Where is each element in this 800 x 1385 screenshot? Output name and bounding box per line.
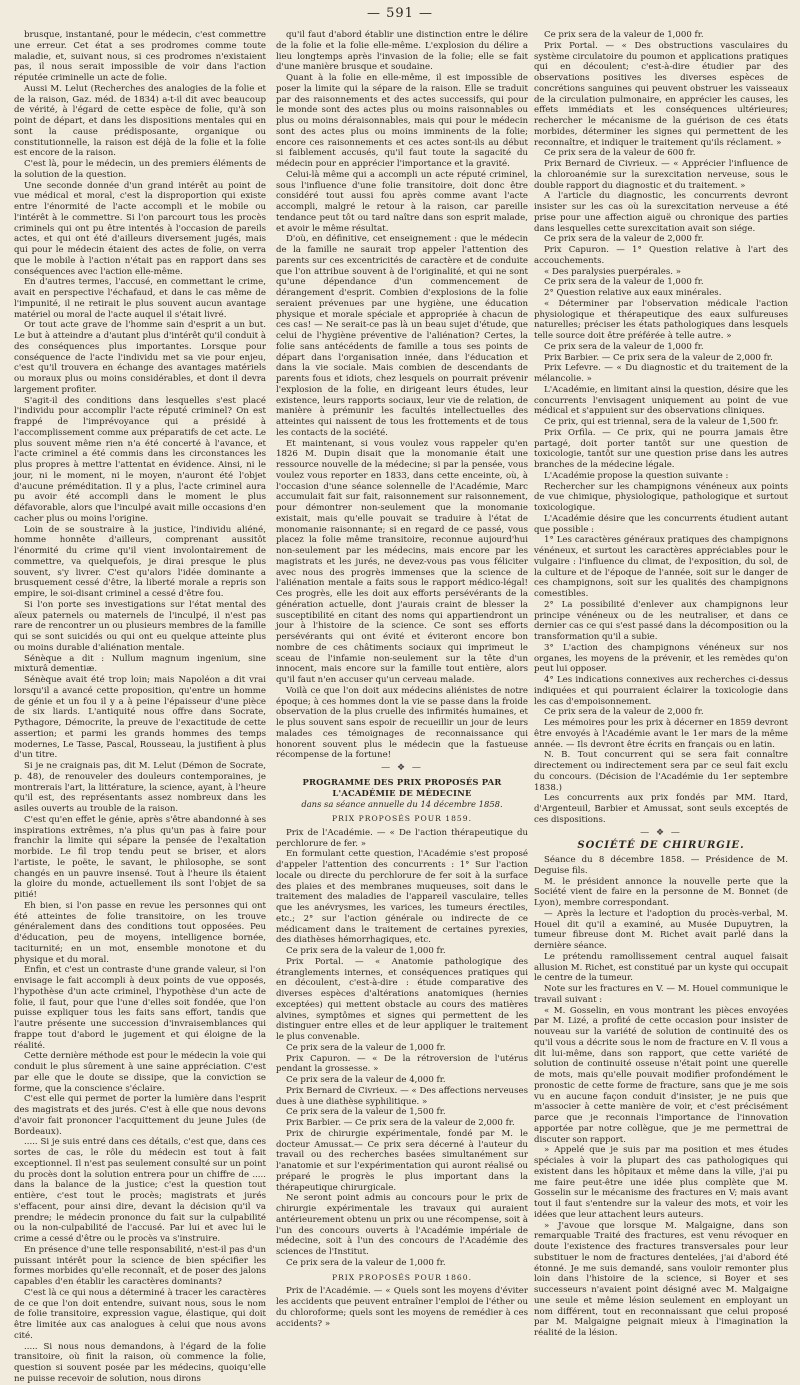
column-1 [14, 30, 266, 1384]
paragraph: ..... Si je suis entré dans ces détails, c'est que, dans ces sortes de cas, le rôle du médecin est tout à fait exceptionnel. Il n'est pas seulement consulté sur un point du procès dont la solution entrera pour un chiffre de ..... dans la balance de la justice; c'est la question tout entière, c'est tout le procès; magistrats et jurés s'effacent, pour ainsi dire, devant la décision qu'il va prendre; le médecin prononce du fait sur la culpabilité ou la non-culpabilité de l'accusé. Par lui et avec lui le crime a cessé d'être ou le procès va s'instruire. [14, 1137, 266, 1244]
column-2 [276, 30, 528, 1329]
paragraph: Prix de l'Académie. — « De l'action thérapeutique du perchlorure de fer. » [276, 827, 528, 849]
paragraph: L'Académie, en limitant ainsi la question, désire que les concurrents l'envisagent uniquement au point de vue médical et s'appuient sur des observations cliniques. [534, 384, 788, 417]
paragraph: 2° La possibilité d'enlever aux champignons leur principe vénéneux ou de les neutraliser, et dans ce dernier cas ce qui s'est passé dans la décomposition ou la transformation qu'il a subie. [534, 599, 788, 642]
paragraph: 4° Les indications connexives aux recherches ci-dessus indiquées et qui pourraient éclairer la toxicologie dans les cas d'empoisonnement. [534, 675, 788, 707]
paragraph: N. B. Tout concurrent qui se sera fait connaître directement ou indirectement sera par ce seul fait exclu du concours. (Décision de l'Académie du 1er septembre 1838.) [534, 750, 788, 793]
prix-1860-label: PRIX PROPOSÉS POUR 1860. [331, 1272, 472, 1282]
paragraph: C'est là, pour le médecin, un des premiers éléments de la solution de la question. [14, 159, 266, 180]
paragraph: C'est là ce qui nous a déterminé à tracer les caractères de ce que l'on doit entendre, suivant nous, sous le nom de folie transitoire, expression vague, élastique, qui doit être limitée aux cas analogues à celui que nous avons cité. [14, 1287, 266, 1341]
paragraph: Ce prix sera de la valeur de 2,000 fr. [544, 234, 704, 245]
paragraph: En présence d'une telle responsabilité, n'est-il pas d'un puissant intérêt pour la science de bien spécifier les formes morbides qu'elle reconnaît, et de poser des jalons capables d'en établir les caractères dominants? [14, 1244, 266, 1287]
paragraph: L'Académie propose la question suivante : [544, 470, 729, 481]
paragraph: A l'article du diagnostic, les concurrents devront insister sur les cas où la surexcitation nerveuse a été prise pour une affection aiguë ou chronique des parties dans lesquelles cette surexcitation avait son siége. [534, 191, 788, 234]
paragraph: — Après la lecture et l'adoption du procès-verbal, M. Houel dit qu'il a examiné, au Musée Dupuytren, la tumeur fibreuse dont M. Richet avait parlé dans la dernière séance. [534, 908, 788, 951]
paragraph: Séance du 8 décembre 1858. — Présidence de M. Deguise fils. [534, 855, 788, 876]
paragraph: Ce prix sera de la valeur de 1,000 fr. [286, 1042, 446, 1053]
paragraph: M. le président annonce la nouvelle perte que la Société vient de faire en la personne de M. Bonnet (de Lyon), membre correspondant. [534, 876, 788, 908]
paragraph: Ce prix sera de la valeur de 1,000 fr. [286, 946, 446, 956]
paragraph: « Déterminer par l'observation médicale l'action physiologique et thérapeutique des eaux sulfureuses naturelles; préciser les états pathologiques dans lesquels telle source doit être préférée à telle autre. » [534, 298, 788, 341]
paragraph: Prix Lefevre. — « Du diagnostic et du traitement de la mélancolie. » [534, 363, 788, 384]
paragraph: Prix Capuron. — « De la rétroversion de l'utérus pendant la grossesse. » [276, 1053, 528, 1075]
paragraph: Loin de se soustraire à la justice, l'individu aliéné, homme honnête d'ailleurs, comprenant aussitôt l'énormité du crime qu'il vient involontairement de commettre, va quelquefois, je dirai presque le plus souvent, s'y livrer. C'est qu'alors l'idée dominante a brusquement cessé d'être, la liberté morale a repris son empire, le soi-disant criminel a cessé d'être fou. [14, 524, 266, 599]
paragraph: » J'avoue que lorsque M. Malgaigne, dans son remarquable Traité des fractures, est venu révoquer en doute l'existence des fractures transversales pour leur substituer le nom de fractures dentelées, j'ai d'abord été étonné. Je me suis demandé, sans vouloir remonter plus loin dans l'histoire de la science, si Boyer et ses successeurs n'avaient point désigné avec M. Malgaigne une seule et même lésion seulement en employant un nom différent, tout en reconnaissant que celui proposé par M. Malgaigne peignait mieux à l'imagination la réalité de la lésion. [534, 1220, 788, 1338]
paragraph: En d'autres termes, l'accusé, en commettant le crime, avait en perspective l'échafaud, et dans le cas même de l'impunité, il ne retirait le plus souvent aucun avantage matériel ou moral de l'acte auquel il s'était livré. [14, 277, 266, 320]
paragraph: Ce prix sera de la valeur de 4,000 fr. [286, 1075, 446, 1085]
paragraph: Ce prix sera de la valeur de 1,500 fr. [286, 1107, 446, 1118]
paragraph: Note sur les fractures en V. — M. Houel communique le travail suivant : [534, 984, 788, 1005]
paragraph: Sénèque a dit : Nullum magnum ingenium, sine mixturâ dementiæ. [14, 653, 266, 675]
section-ornament: — ❖ — [640, 827, 682, 838]
paragraph: Prix Portal. — « Des obstructions vasculaires du système circulatoire du poumon et applications pratiques qui en découlent; c'est-à-dire étudier par des observations positives les diverses espèces de concrétions sanguines qui peuvent obstruer les vaisseaux de la circulation pulmonaire, en apprécier les causes, les effets immédiats et les conséquences ultérieures; rechercher le mécanisme de la guérison de ces états morbides, déterminer les signes qui permettent de les reconnaître, et indiquer le traitement qu'ils réclament. » [534, 40, 788, 148]
paragraph: Ce prix sera de la valeur de 1,000 fr. [544, 341, 704, 352]
paragraph: Quant à la folie en elle-même, il est impossible de poser la limite qui la sépare de la raison. Elle se traduit par des raisonnements et des actes successifs, qui pour le monde sont des actes plus ou moins raisonnables ou plus ou moins déraisonnables, mais qui pour le médecin sont des actes plus ou moins imminents de la folie; encore ces raisonnements et ces actes sont-ils au début si faiblement accusés, qu'il faut toute la sagacité du médecin pour en apprécier l'importance et la gravité. [276, 73, 528, 169]
paragraph: Celui-là même qui a accompli un acte réputé criminel, sous l'influence d'une folie transitoire, doit donc être considéré tout aussi fou après comme avant l'acte accompli, malgré le retour à la raison, car pareille tendance peut tôt ou tard naître dans son esprit malade, et avoir le même résultat. [276, 169, 528, 234]
prix-1859-label: PRIX PROPOSÉS POUR 1859. [331, 814, 472, 823]
paragraph: « M. Gosselin, en vous montrant les pièces envoyées par M. Lizé, a profité de cette occasion pour insister de nouveau sur la variété de solution de continuité des os qu'il vous a décrite sous le nom de fracture en V. Il vous a dit lui-même, dans son rapport, que cette variété de solution de continuité osseuse n'était point une querelle de mots, mais qu'elle pouvait modifier profondément le pronostic de cette forme de fracture, sans que je me sois vu en aucune façon conduit d'insister, je ne puis que m'associer à cette manière de voir, et c'est précisément parce que je reconnais l'importance de l'innovation apportée par notre collègue, que je me permettrai de discuter son rapport. [534, 1005, 788, 1145]
paragraph: Voilà ce que l'on doit aux médecins aliénistes de notre époque; à ces hommes dont la vie se passe dans la froide observation de la plus cruelle des infirmités humaines, et le plus souvent sans espoir de recueillir un jour de leurs malades ces témoignages de reconnaissance qui honorent souvent plus le médecin que la fastueuse récompense de la fortune! [276, 685, 528, 761]
paragraph: « Des paralysies puerpérales. » [544, 266, 681, 277]
paragraph: Ce prix sera de la valeur de 1,000 fr. [286, 1257, 446, 1268]
paragraph: Ce prix sera de la valeur de 1,000 fr. [544, 277, 704, 288]
column-3 [534, 30, 788, 1338]
paragraph: Prix Bernard de Civrieux. — « Apprécier l'influence de la chloroanémie sur la surexcitation nerveuse, sous le double rapport du diagnostic et du traitement. » [534, 159, 788, 191]
paragraph: Et maintenant, si vous voulez vous rappeler qu'en 1826 M. Dupin disait que la monomanie était une ressource nouvelle de la médecine; si par la pensée, vous voulez vous reporter en 1833, dans cette enceinte, où, à l'occasion d'une séance solennelle de l'Académie, Marc accumulait fait sur fait, raisonnement sur raisonnement, pour démontrer non-seulement que la monomanie existait, mais qu'elle pouvait se traduire à l'état de monomanie raisonnante; si en regard de ce passé, vous placez la folie même transitoire, reconnue aujourd'hui non-seulement par les médecins, mais encore par les magistrats et les jurés, ne devez-vous pas vous féliciter avec nous des progrès immenses que la science de l'aliénation mentale a faits sous le rapport médico-légal! Ces progrès, elle les doit aux efforts persévérants de la génération actuelle, dont j'aurais craint de blesser la susceptibilité en citant des noms qui appartiendront un jour à l'histoire de la science. Ce sont ses efforts persévérants qui ont évité et éviteront encore bon nombre de ces châtiments sociaux qui imprimeut le sceau de l'infamie non-seulement sur la tête d'un innocent, mais encore sur la famille tout entière, alors qu'il faut n'en accuser qu'un cerveau malade. [276, 438, 528, 685]
paragraph: Sénèque avait été trop loin; mais Napoléon a dit vrai lorsqu'il a avancé cette proposition, qu'entre un homme de génie et un fou il y a à peine l'épaisseur d'une pièce de six liards. L'antiquité nous offre dans Socrate, Pythagore, Démocrite, la preuve de l'exactitude de cette assertion; et parmi les grands hommes des temps modernes, Le Tasse, Pascal, Rousseau, la justifient à plus d'un titre. [14, 675, 266, 761]
paragraph: » Appelé que je suis par ma position et mes études spéciales à voir la plupart des cas pathologiques qui existent dans les hôpitaux et même dans la ville, j'ai pu me faire peut-être une idée plus complète que M. Gosselin sur le mécanisme des fractures en V; mais avant tout il faut s'entendre sur la valeur des mots, et voir les idées que leur attachent leurs auteurs. [534, 1145, 788, 1220]
paragraph: Cette dernière méthode est pour le médecin la voie qui conduit le plus sûrement à une saine appréciation. C'est par elle que le doute se dissipe, que la conviction se forme, que la conscience s'éclaire. [14, 1051, 266, 1094]
paragraph: Prix de chirurgie expérimentale, fondé par M. le docteur Amussat.— Ce prix sera décerné à l'auteur du travail ou des recherches basées simultanément sur l'anatomie et sur l'expérimentation qui auront réalisé ou préparé le progrès le plus important dans la thérapeutique chirurgicale. [276, 1128, 528, 1193]
paragraph: Eh bien, si l'on passe en revue les personnes qui ont été atteintes de folie transitoire, on les trouve généralement dans des conditions tout opposées. Peu d'éducation, peu de moyens, intelligence bornée, taciturnité; en un mot, ensemble monotone et du physique et du moral. [14, 900, 266, 965]
paragraph: Prix Portal. — « Anatomie pathologique des étranglements internes, et conséquences pratiques qui en découlent, c'est-à-dire : étude comparative des diverses espèces d'altérations anatomiques (hernies exceptées) qui mettent obstacle au cours des matières alvines, symptômes et signes qui permettent de les distinguer entre elles et de leur appliquer le traitement le plus convenable. [276, 956, 528, 1042]
paragraph: Prix Barbier. — Ce prix sera de la valeur de 2,000 fr. [544, 352, 773, 363]
paragraph: Ce prix sera de la valeur de 600 fr. [544, 148, 696, 159]
paragraph: Prix Capuron. — 1° Question relative à l'art des accouchements. [534, 245, 788, 266]
page-number: — 591 — [366, 6, 434, 21]
paragraph: Prix de l'Académie. — « Quels sont les moyens d'éviter les accidents que peuvent entraîner l'emploi de l'éther ou du chloroforme; quels sont les moyens de remédier à ces accidents? » [276, 1286, 528, 1329]
paragraph: brusque, instantané, pour le médecin, c'est commettre une erreur. Cet état a ses prodromes comme toute maladie, et, suivant nous, si ces prodromes n'existaient pas, il nous serait impossible de voir dans l'action réputée criminelle un acte de folie. [14, 30, 266, 83]
paragraph: Rechercher sur les champignons vénéneux aux points de vue chimique, physiologique, pathologique et surtout toxicologique. [534, 481, 788, 513]
paragraph: Ce prix, qui est triennal, sera de la valeur de 1,500 fr. [544, 417, 779, 427]
paragraph: Prix Bernard de Civrieux. — « Des affections nerveuses dues à une diathèse syphilitique. » [276, 1085, 528, 1107]
paragraph: Aussi M. Lelut (Recherches des analogies de la folie et de la raison, Gaz. méd. de 1834) a-t-il dit avec beaucoup de vérité, à l'égard de cette espèce de folie, qu'à son point de départ, et dans les dispositions mentales qui en sont la cause prédisposante, organique ou constitutionnelle, la raison est déjà de la folie et la folie est encore de la raison. [14, 83, 266, 159]
paragraph: Le prétendu ramollissement central auquel faisait allusion M. Richet, est constitué par un kyste qui occupait le centre de la tumeur. [534, 951, 788, 984]
paragraph: Les mémoires pour les prix à décerner en 1859 devront être envoyés à l'Académie avant le 1er mars de la même année. — Ils devront être écrits en français ou en latin. [534, 718, 788, 750]
paragraph: Si l'on porte ses investigations sur l'état mental des aïeux paternels ou maternels de l'inculpé, il n'est pas rare de rencontrer un ou plusieurs membres de la famille qui se sont suicidés ou qui ont eu quelque atteinte plus ou moins durable d'aliénation mentale. [14, 599, 266, 653]
paragraph: Les concurrents aux prix fondés par MM. Itard, d'Argenteuil, Barbier et Amussat, sont seuls exceptés de ces dispositions. [534, 793, 788, 825]
paragraph: Ne seront point admis au concours pour le prix de chirurgie expérimentale les travaux qui auraient antérieurement obtenu un prix ou une récompense, soit à l'un des concours ouverts à l'Académie impériale de médecine, soit à l'un des concours de l'Académie des sciences de l'Institut. [276, 1193, 528, 1257]
paragraph: qu'il faut d'abord établir une distinction entre le délire de la folie et la folie elle-même. L'explosion du délire a lieu longtemps après l'invasion de la folie; elle se fait d'une manière brusque et soudaine. [276, 30, 528, 73]
paragraph: Prix Barbier. — Ce prix sera de la valeur de 2,000 fr. [286, 1118, 515, 1128]
paragraph: Enfin, et c'est un contraste d'une grande valeur, si l'on envisage le fait accompli à deux points de vue opposés, l'hypothèse d'un acte criminel, l'hypothèse d'un acte de folie, il faut, pour que l'une d'elles soit fondée, que l'on puisse expliquer tous les faits sans effort, tandis que l'autre présente une succession d'invraisemblances qui frappe tout d'abord le jugement et qui éloigne de la réalité. [14, 965, 266, 1051]
paragraph: Ce prix sera de la valeur de 2,000 fr. [544, 707, 704, 718]
paragraph: ..... Si nous nous demandons, à l'égard de la folie transitoire, où finit la raison, où commence la folie, question si souvent posée par les médecins, quoiqu'elle ne puisse recevoir de solution, nous dirons [14, 1341, 266, 1384]
paragraph: D'où, en définitive, cet enseignement : que le médecin de la famille ne saurait trop appeler l'attention des parents sur ces excentricités de caractère et de conduite que l'on attribue souvent à de l'originalité, et qui ne sont qu'une dépendance d'un commencement de dérangement d'esprit. Combien d'explosions de la folie seraient prévenues par une hygiène, une éducation physique et morale spéciale et appropriée à chacun de ces cas! — Ne serait-ce pas là un beau sujet d'étude, que celui de l'hygiène préventive de l'aliénation? Certes, la folie sans antécédents de famille a tous ses points de départ dans l'organisation innée, dans l'éducation et dans la vie sociale. Mais combien de descendants de parents fous et idiots, chez lesquels on pourrait prévenir l'explosion de la folie, en dirigeant leurs études, leur existence, leurs rapports sociaux, leur vie de relation, de manière à prémunir les facultés intellectuelles des atteintes qui naissent de tous les frottements et de tous les contacts de la société. [276, 234, 528, 438]
paragraph: C'est elle qui permet de porter la lumière dans l'esprit des magistrats et des jurés. C'est à elle que nous devons d'avoir fait prononcer l'acquittement du jeune Jules (de Bordeaux). [14, 1094, 266, 1137]
paragraph: S'agit-il des conditions dans lesquelles s'est placé l'individu pour accomplir l'acte réputé criminel? On est frappé de l'imprévoyance qui a présidé à l'accomplissement comme aux préparatifs de cet acte. Le plus souvent même rien n'a été concerté à l'avance, et l'acte criminel a été commis dans les circonstances les plus propres à mettre l'attentat en évidence. Ainsi, ni le jour, ni le moment, ni le moyen, n'auront été l'objet d'aucune préméditation. Il y a plus, l'acte criminel aura pu avoir été accompli dans le moment le plus défavorable, alors que l'inculpé avait mille occasions d'en cacher plus ou moins l'origine. [14, 395, 266, 524]
prix-heading: PROGRAMME DES PRIX PROPOSÉS PAR L'ACADÉMIE DE MÉDECINE [302, 776, 502, 798]
paragraph: Or tout acte grave de l'homme sain d'esprit a un but. Le but à atteindre a d'autant plus d'intérêt qu'il conduit à des conséquences plus importantes. Lorsque pour conséquence de l'acte l'individu met sa vie pour enjeu, c'est qu'il trouvera en échange des avantages matériels ou moraux plus ou moins considérables, et dont il devra largement profiter. [14, 320, 266, 395]
societe-heading: SOCIÉTÉ DE CHIRURGIE. [577, 840, 745, 852]
paragraph: L'Académie désire que les concurrents étudient autant que possible : [534, 513, 788, 535]
section-ornament: — ❖ — [381, 763, 423, 773]
paragraph: Prix Orfila. — Ce prix, qui ne pourra jamais être partagé, doit porter tantôt sur une question de toxicologie, tantôt sur une question prise dans les autres branches de la médecine légale. [534, 427, 788, 470]
prix-subheading: dans sa séance annuelle du 14 décembre 1858. [301, 799, 503, 810]
paragraph: 2° Question relative aux eaux minérales. [544, 288, 722, 298]
paragraph: En formulant cette question, l'Académie s'est proposé d'appeler l'attention des concurrents : 1° Sur l'action locale ou directe du perchlorure de fer soit à la surface des plaies et des membranes muqueuses, soit dans le traitement des maladies de l'appareil vasculaire, telles que les anévrysmes, les varices, les tumeurs érectiles, etc.; 2° sur l'action générale ou indirecte de ce médicament dans le traitement de certaines pyrexies, des diathèses hémorrhagiques, etc. [276, 849, 528, 946]
paragraph: Si je ne craignais pas, dit M. Lelut (Démon de Socrate, p. 48), de renouveler des douleurs contemporaines, je montrerais l'art, la littérature, la science, ayant, à l'heure qu'il est, des représentants assez nombreux dans les asiles ouverts au trouble de la raison. [14, 761, 266, 814]
paragraph: 1° Les caractères généraux pratiques des champignons vénéneux, et surtout les caractères appréciables pour le vulgaire : l'influence du climat, de l'exposition, du sol, de la culture et de l'époque de l'année, soit sur le danger de ces champignons, soit sur les qualités des champignons comestibles. [534, 535, 788, 599]
paragraph: 3° L'action des champignons vénéneux sur nos organes, les moyens de la prévenir, et les remèdes qu'on peut lui opposer. [534, 642, 788, 675]
paragraph: C'est qu'en effet le génie, après s'être abandonné à ses inspirations extrêmes, n'a plus qu'un pas à faire pour franchir la limite qui sépare la pensée de l'exaltation morbide. Le fil trop tendu peut se briser, et alors l'artiste, le poëte, le savant, le philosophe, se sont changés en un pauvre insensé. Tout à l'heure ils étaient la gloire du monde, actuellement ils sont l'objet de sa pitié! [14, 814, 266, 900]
paragraph: Une seconde donnée d'un grand intérêt au point de vue médical et moral, c'est la disproportion qui existe entre l'énormité de l'acte accompli et le mobile ou l'intérêt à le commettre. Si l'on parcourt tous les procès criminels qui ont pu être intentés à l'occasion de pareils actes, et qui ont été d'ailleurs diversement jugés, mais qui pour le médecin étaient des actes de folie, on verra que le mobile à l'action n'était pas en rapport dans ses conséquences avec l'action elle-même. [14, 180, 266, 277]
paragraph: Ce prix sera de la valeur de 1,000 fr. [544, 30, 704, 40]
